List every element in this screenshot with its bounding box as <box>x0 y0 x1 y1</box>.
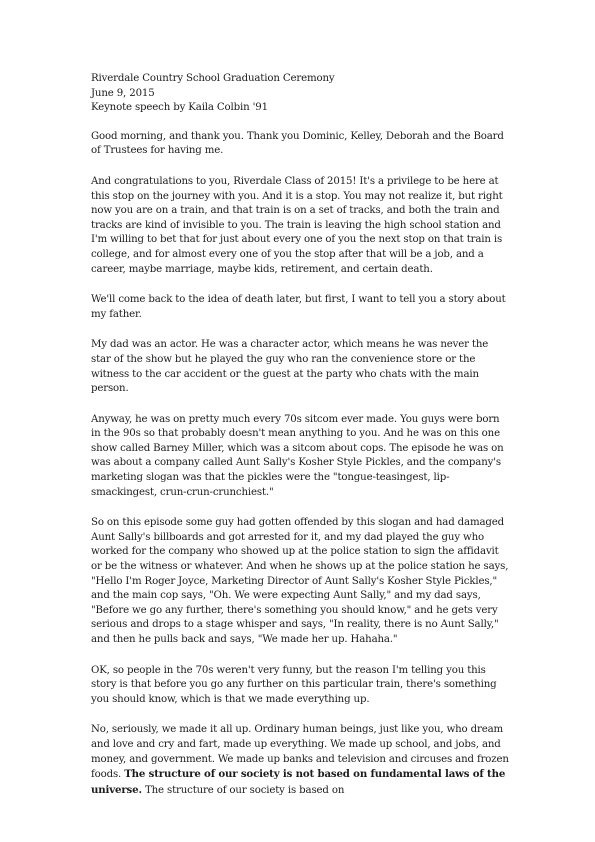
paragraph-sitcom: Anyway, he was on pretty much every 70s sitcom ever made. You guys were born in the 90s so that probably doesn't mean anything to you. And he was on this one show called Barney Miller, which was a sitcom about cops. The episode he was on was about a company called Aunt Sally's Kosher Style Pickles, and the company's marketing slogan was that the pickles were the "tongue-teasingest, lip-smackingest, crun-crun-crunchiest." <box>91 413 504 498</box>
paragraph-congratulations: And congratulations to you, Riverdale Class of 2015! It's a privilege to be here at this stop on the journey with you. And it is a stop. You may not realize it, but right now you are on a train, and that train is on a set of tracks, and both the train and tracks are kind of invisible to you. The train is leaving the high school station and I'm willing to bet that for just about every one of you the next stop on that train is college, and for almost every one of you the stop after that will be a job, and a career, maybe marriage, maybe kids, retirement, and certain death. <box>91 175 503 275</box>
paragraph-episode: So on this episode some guy had gotten offended by this slogan and had damaged Aunt Sally's billboards and got arrested for it, and my dad played the guy who worked for the company who showed up at the police station to sign the affidavit or be the witness or whatever. And when he shows up at the police station he says, "Hello I'm Roger Joyce, Marketing Director of Aunt Sally's Kosher Style Pickles," and the main cop says, "Oh. We were expecting Aunt Sally," and my dad says, "Before we go any further, there's something you should know," and he gets very serious and drops to a stage whisper and says, "In reality, there is no Aunt Sally," and then he pulls back and says, "We made her up. Hahaha." <box>91 517 509 645</box>
paragraph-greeting: Good morning, and thank you. Thank you Dominic, Kelley, Deborah and the Board of Trustees for having me. <box>91 130 504 157</box>
header-date: June 9, 2015 <box>91 87 155 99</box>
paragraph-dad-actor: My dad was an actor. He was a character actor, which means he was never the star of the show but he played the guy who ran the convenience store or the witness to the car accident or the guest at the party who chats with the main person. <box>91 339 489 395</box>
header-speaker: Keynote speech by Kaila Colbin '91 <box>91 102 268 114</box>
paragraph-structure-text: No, seriously, we made it all up. Ordinary human beings, just like you, who dream and love and cry and fart, made up everything. We made up school, and jobs, and money, and government. We made up banks and television and circuses and frozen foods. <box>91 724 509 781</box>
paragraph-structure-bold: The structure of our society is not based on fundamental laws of the universe. <box>91 768 506 796</box>
paragraph-made-it-up: OK, so people in the 70s weren't very funny, but the reason I'm telling you this story is that before you go any further on this particular train, there's something you should know, which is that we made everything up. <box>91 664 497 705</box>
paragraph-structure <box>91 723 509 798</box>
paragraph-structure-continuation: The structure of our society is based on <box>141 784 345 796</box>
paragraph-death-later: We'll come back to the idea of death later, but first, I want to tell you a story about my father. <box>91 294 506 320</box>
document-header <box>91 72 509 116</box>
header-event-title: Riverdale Country School Graduation Ceremony <box>91 73 335 84</box>
